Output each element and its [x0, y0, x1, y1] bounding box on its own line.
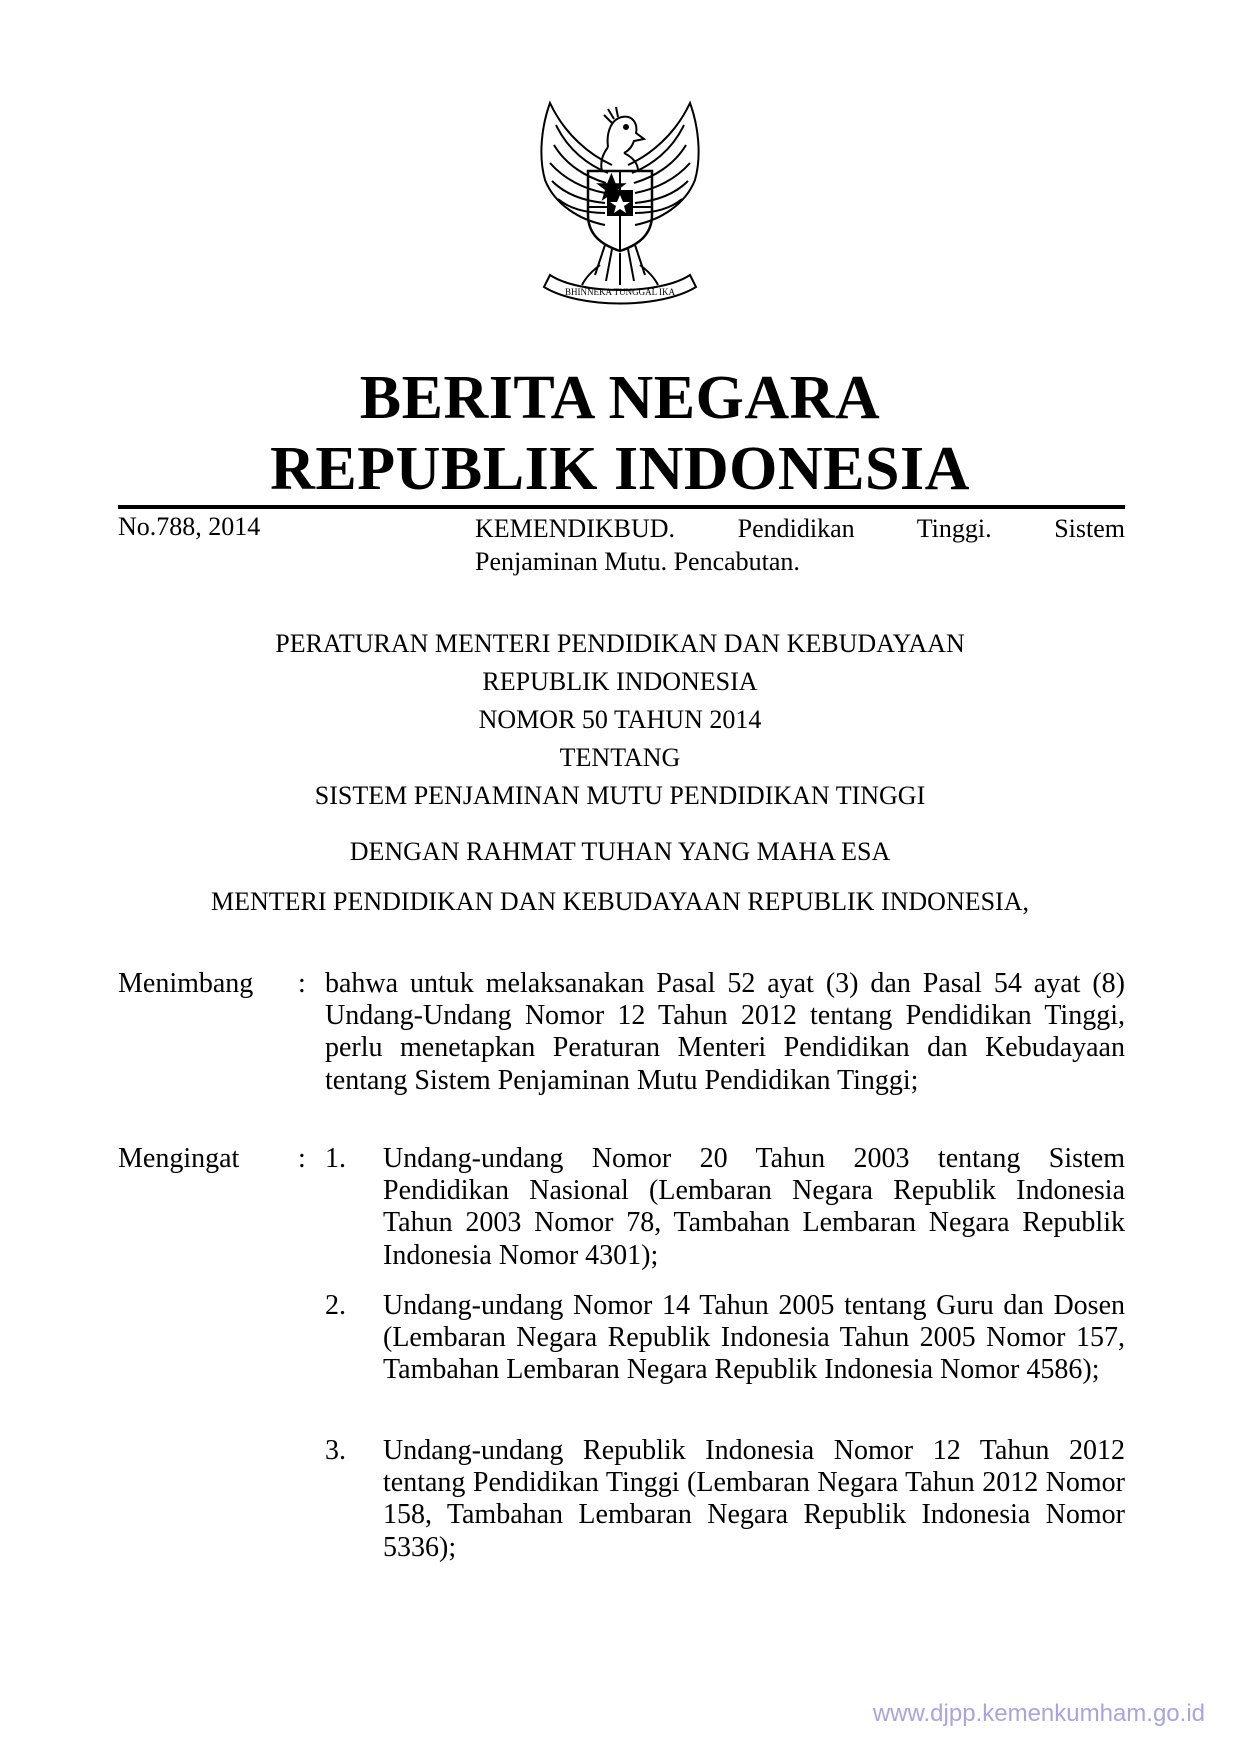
footer-url-link[interactable]: www.djpp.kemenkumham.go.id: [872, 1700, 1205, 1727]
masthead-rule: [118, 505, 1125, 509]
title-line: SISTEM PENJAMINAN MUTU PENDIDIKAN TINGGI: [314, 781, 926, 810]
issue-number: No.788, 2014: [118, 512, 261, 541]
menimbang-colon: :: [298, 968, 306, 999]
title-line: PERATURAN MENTERI PENDIDIKAN DAN KEBUDAYAAN: [275, 629, 965, 658]
mengingat-item-text: Undang-undang Republik Indonesia Nomor 12 Tahun 2012 tentang Pendidikan Tinggi (Lembaran Negara Tahun 2012 Nomor 158, Tambahan Lembaran Negara Republik Indonesia Nomor 5336);: [383, 1435, 1125, 1563]
mengingat-item-text: Undang-undang Nomor 20 Tahun 2003 tentang Sistem Pendidikan Nasional (Lembaran Negara Republik Indonesia Tahun 2003 Nomor 78, Tambahan Lembaran Negara Republik Indonesia Nomor 4301);: [383, 1143, 1125, 1271]
regulation-title: [0, 625, 1240, 815]
mengingat-colon: :: [298, 1143, 306, 1174]
masthead-line2: REPUBLIK INDONESIA: [270, 435, 970, 503]
masthead-line1: BERITA NEGARA: [359, 364, 881, 432]
mengingat-item-number: 2.: [325, 1290, 346, 1321]
mengingat-item-text: Undang-undang Nomor 14 Tahun 2005 tentang Guru dan Dosen (Lembaran Negara Republik Indonesia Tahun 2005 Nomor 157, Tambahan Lembaran Negara Republik Indonesia Nomor 4586);: [383, 1290, 1125, 1386]
title-line: NOMOR 50 TAHUN 2014: [478, 705, 762, 734]
preamble-line2: MENTERI PENDIDIKAN DAN KEBUDAYAAN REPUBLIK INDONESIA,: [210, 887, 1029, 916]
issue-description-line2: Penjaminan Mutu. Pencabutan.: [475, 547, 800, 576]
mengingat-label: Mengingat: [118, 1143, 240, 1174]
title-line: REPUBLIK INDONESIA: [482, 667, 758, 696]
garuda-emblem-icon: [520, 95, 720, 310]
emblem-motto: BHINNEKA TUNGGAL IKA: [565, 287, 675, 297]
issue-description-line1: KEMENDIKBUD. Pendidikan Tinggi. Sistem: [475, 514, 1125, 543]
preamble-line1: DENGAN RAHMAT TUHAN YANG MAHA ESA: [349, 837, 891, 866]
menimbang-text: bahwa untuk melaksanakan Pasal 52 ayat (3) dan Pasal 54 ayat (8) Undang-Undang Nomor 12 Tahun 2012 tentang Pendidikan Tinggi, perlu menetapkan Peraturan Menteri Pendidikan dan Kebudayaan tentang Sistem Penjaminan Mutu Pendidikan Tinggi;: [325, 968, 1125, 1096]
title-line: TENTANG: [559, 743, 681, 772]
issue-description: [475, 512, 1125, 578]
menimbang-label: Menimbang: [118, 968, 254, 999]
mengingat-item-number: 1.: [325, 1143, 346, 1174]
mengingat-item-number: 3.: [325, 1435, 346, 1466]
